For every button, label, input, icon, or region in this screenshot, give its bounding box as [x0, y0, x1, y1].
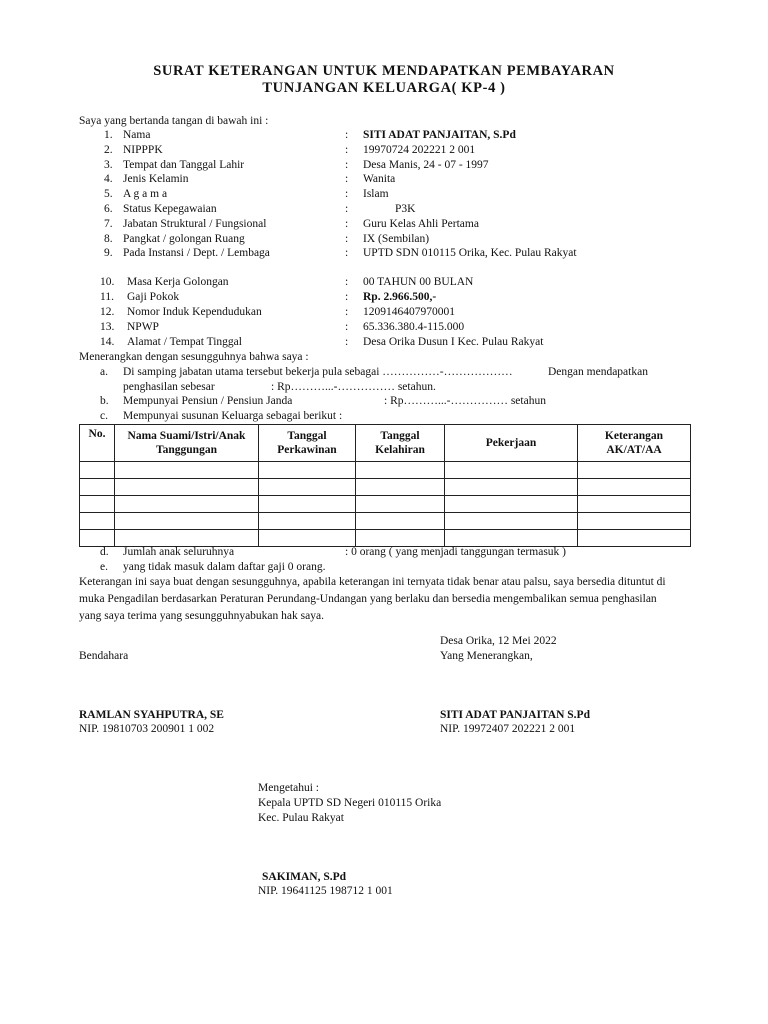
field-label: Alamat / Tempat Tinggal [127, 336, 242, 348]
field-number: 13. [100, 321, 115, 333]
item-letter: d. [100, 546, 109, 558]
field-label: Status Kepegawaian [123, 203, 217, 215]
table-row [80, 513, 691, 530]
field-colon: : [345, 144, 349, 156]
field-colon: : [345, 321, 349, 333]
document-title-line2: TUNJANGAN KELUARGA( KP-4 ) [262, 80, 506, 96]
field-label: NIPPPK [123, 144, 163, 156]
field-label: NPWP [127, 321, 159, 333]
item-e-text: yang tidak masuk dalam daftar gaji 0 orang. [123, 561, 326, 573]
col-header-marriage-date: Tanggal Perkawinan [259, 425, 356, 462]
item-a-text-end: Dengan mendapatkan [548, 366, 648, 378]
item-letter: c. [100, 410, 108, 422]
col-header-name: Nama Suami/Istri/Anak Tanggungan [115, 425, 259, 462]
field-number: 14. [100, 336, 115, 348]
col-header-no: No. [80, 425, 115, 462]
field-number: 7. [104, 218, 113, 230]
field-value: 00 TAHUN 00 BULAN [363, 276, 474, 288]
field-number: 11. [100, 291, 114, 303]
field-number: 1. [104, 129, 113, 141]
field-value: Islam [363, 188, 389, 200]
table-row [80, 462, 691, 479]
declarant-nip: NIP. 19972407 202221 2 001 [440, 723, 576, 735]
item-letter: b. [100, 395, 109, 407]
field-colon: : [345, 203, 349, 215]
field-colon: : [345, 173, 349, 185]
field-value: 65.336.380.4-115.000 [363, 321, 465, 333]
field-colon: : [345, 306, 349, 318]
item-b-value: : Rp………...-…………… setahun [384, 395, 546, 407]
table-row [80, 479, 691, 496]
field-number: 4. [104, 173, 113, 185]
field-value: Guru Kelas Ahli Pertama [363, 218, 479, 230]
field-value: Wanita [363, 173, 396, 185]
treasurer-nip: NIP. 19810703 200901 1 002 [79, 723, 215, 735]
declarant-role: Yang Menerangkan, [440, 650, 533, 662]
field-label: Pada Instansi / Dept. / Lembaga [123, 247, 270, 259]
col-header-occupation: Pekerjaan [445, 425, 578, 462]
field-number: 5. [104, 188, 113, 200]
field-value: 1209146407970001 [363, 306, 455, 318]
field-colon: : [345, 218, 349, 230]
field-label: Jabatan Struktural / Fungsional [123, 218, 267, 230]
declarant-name: SITI ADAT PANJAITAN S.Pd [440, 709, 590, 721]
item-d-text: Jumlah anak seluruhnya [123, 546, 235, 558]
field-label: Nomor Induk Kependudukan [127, 306, 262, 318]
field-label: Masa Kerja Golongan [127, 276, 229, 288]
item-a-text: Di samping jabatan utama tersebut bekerja pula sebagai ……………-……………… [123, 366, 513, 378]
document-title-line1: SURAT KETERANGAN UNTUK MENDAPATKAN PEMBAYARAN [153, 63, 615, 79]
field-label: A g a m a [123, 188, 168, 200]
col-header-remarks: Keterangan AK/AT/AA [578, 425, 691, 462]
treasurer-role: Bendahara [79, 650, 129, 662]
principal-area: Kec. Pulau Rakyat [258, 812, 344, 824]
field-label: Pangkat / golongan Ruang [123, 233, 245, 245]
field-colon: : [345, 336, 349, 348]
treasurer-name: RAMLAN SYAHPUTRA, SE [79, 709, 224, 721]
field-number: 3. [104, 159, 113, 171]
field-colon: : [345, 129, 349, 141]
field-colon: : [345, 233, 349, 245]
field-number: 10. [100, 276, 115, 288]
field-number: 12. [100, 306, 115, 318]
intro-text: Saya yang bertanda tangan di bawah ini : [79, 115, 269, 127]
field-value: P3K [395, 203, 416, 215]
field-colon: : [345, 247, 349, 259]
item-letter: a. [100, 366, 108, 378]
field-value-name: SITI ADAT PANJAITAN, S.Pd [363, 129, 516, 141]
field-colon: : [345, 159, 349, 171]
field-colon: : [345, 188, 349, 200]
field-value: Desa Manis, 24 - 07 - 1997 [363, 159, 489, 171]
field-number: 6. [104, 203, 113, 215]
acknowledge-label: Mengetahui : [258, 782, 319, 794]
field-colon: : [345, 276, 349, 288]
family-table [79, 424, 691, 547]
field-value: IX (Sembilan) [363, 233, 430, 245]
item-b-text: Mempunyai Pensiun / Pensiun Janda [123, 395, 293, 407]
principal-name: SAKIMAN, S.Pd [262, 871, 347, 883]
col-header-birth-date: Tanggal Kelahiran [356, 425, 445, 462]
item-a-value: : Rp………...-…………… setahun. [271, 381, 436, 393]
field-number: 8. [104, 233, 113, 245]
field-colon: : [345, 291, 349, 303]
principal-role: Kepala UPTD SD Negeri 010115 Orika [258, 797, 442, 809]
closing-statement: Keterangan ini saya buat dengan sesungguhnya, apabila keterangan ini ternyata tidak benar atau palsu, saya bersedia dituntut di muka Pengadilan berdasarkan Peraturan Perundang-Undangan yang berlaku dan bersedia mengembalikan semua penghasilan yang saya terima yang sesungguhnyabukan hak saya. [79, 576, 666, 622]
family-table-header [80, 425, 691, 462]
principal-nip: NIP. 19641125 198712 1 001 [258, 885, 393, 897]
field-label: Jenis Kelamin [123, 173, 189, 185]
item-letter: e. [100, 561, 108, 573]
field-value: Desa Orika Dusun I Kec. Pulau Rakyat [363, 336, 544, 348]
declaration-text: Menerangkan dengan sesungguhnya bahwa saya : [79, 351, 309, 363]
field-number: 2. [104, 144, 113, 156]
item-a-line2: penghasilan sebesar [123, 381, 215, 393]
field-label: Tempat dan Tanggal Lahir [123, 159, 245, 171]
table-row [80, 530, 691, 547]
field-value: 19970724 202221 2 001 [363, 144, 476, 156]
field-label: Nama [123, 129, 151, 141]
field-number: 9. [104, 247, 113, 259]
field-label: Gaji Pokok [127, 291, 180, 303]
field-value-salary: Rp. 2.966.500,- [363, 291, 437, 303]
item-d-value: : 0 orang ( yang menjadi tanggungan termasuk ) [345, 546, 566, 558]
table-row [80, 496, 691, 513]
field-value: UPTD SDN 010115 Orika, Kec. Pulau Rakyat [363, 247, 577, 259]
item-c-text: Mempunyai susunan Keluarga sebagai berikut : [123, 410, 343, 422]
place-date: Desa Orika, 12 Mei 2022 [440, 635, 557, 647]
